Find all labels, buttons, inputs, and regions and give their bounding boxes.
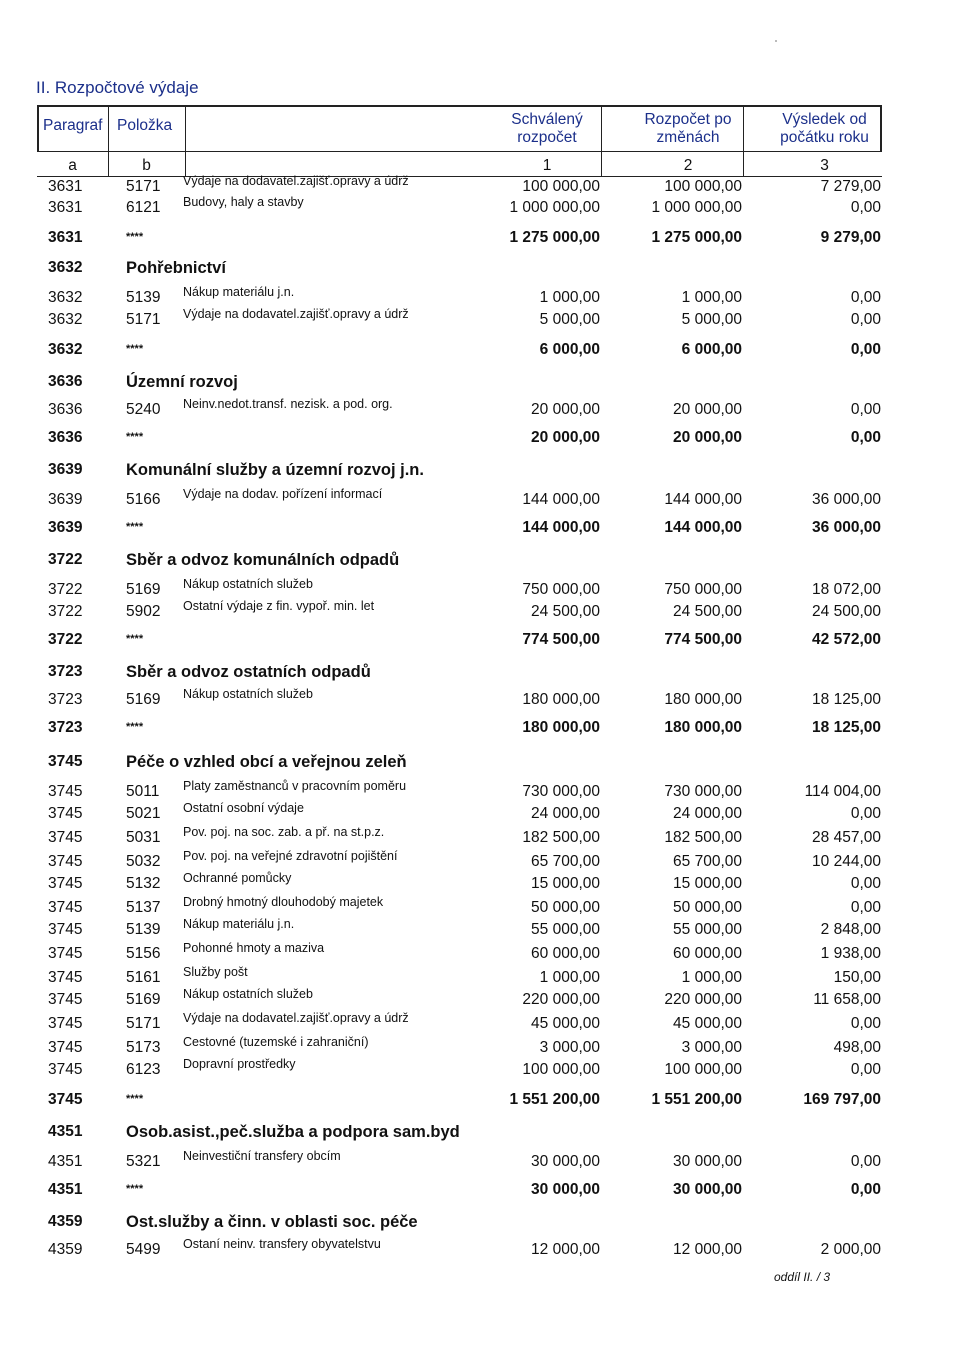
table-row [0,801,960,827]
description-cell: Výdaje na dodavatel.zajišť.opravy a údrž [183,1011,409,1025]
approved-budget-cell: 220 000,00 [522,991,600,1008]
section-title: Územní rozvoj [126,373,238,391]
polozka-cell: 5161 [126,969,161,986]
approved-budget-cell: 50 000,00 [531,899,600,916]
approved-budget-cell: 1 551 200,00 [509,1091,600,1108]
approved-budget-cell: 1 275 000,00 [509,229,600,246]
description-cell: Neinvestiční transfery obcím [183,1149,341,1163]
approved-budget-cell: 24 500,00 [531,603,600,620]
result-cell: 1 938,00 [820,945,881,962]
adjusted-budget-cell: 24 500,00 [673,603,742,620]
table-row [0,987,960,1013]
result-cell: 0,00 [850,1181,881,1198]
header-polozka: Položka [117,117,173,134]
approved-budget-cell: 144 000,00 [522,519,600,536]
polozka-cell: 5499 [126,1241,161,1258]
description-cell: Služby pošt [183,965,248,979]
header-separator [743,105,744,177]
polozka-cell: 5032 [126,853,161,870]
adjusted-budget-cell: 45 000,00 [673,1015,742,1032]
approved-budget-cell: 20 000,00 [531,429,600,446]
polozka-cell: **** [126,231,144,243]
description-cell: Pov. poj. na veřejné zdravotní pojištění [183,849,398,863]
adjusted-budget-cell: 5 000,00 [681,311,742,328]
polozka-cell: **** [126,1183,144,1195]
adjusted-budget-cell: 144 000,00 [664,491,742,508]
result-cell: 0,00 [850,1015,881,1032]
paragraf-cell: 3745 [48,1039,83,1056]
table-row [0,397,960,423]
adjusted-budget-cell: 1 000,00 [681,289,742,306]
approved-budget-cell: 1 000,00 [539,969,600,986]
subtotal-row [0,631,960,653]
paragraf-cell: 3745 [48,783,83,800]
adjusted-budget-cell: 1 000,00 [681,969,742,986]
adjusted-budget-cell: 15 000,00 [673,875,742,892]
result-cell: 0,00 [850,1153,881,1170]
description-cell: Výdaje na dodav. pořízení informací [183,487,383,501]
paragraf-cell: 3745 [48,805,83,822]
adjusted-budget-cell: 730 000,00 [664,783,742,800]
paragraf-cell: 3745 [48,921,83,938]
paragraf-cell: 3745 [48,945,83,962]
adjusted-budget-cell: 65 700,00 [673,853,742,870]
approved-budget-cell: 774 500,00 [522,631,600,648]
result-cell: 0,00 [850,341,881,358]
header-num-2: 2 [683,157,693,174]
description-cell: Drobný hmotný dlouhodobý majetek [183,895,384,909]
paragraf-cell: 3745 [48,991,83,1008]
description-cell: Nákup ostatních služeb [183,687,313,701]
description-cell: Ostatní osobní výdaje [183,801,304,815]
result-cell: 0,00 [850,429,881,446]
description-cell: Nákup materiálu j.n. [183,917,295,931]
adjusted-budget-cell: 30 000,00 [673,1153,742,1170]
description-cell: Nákup ostatních služeb [183,987,313,1001]
polozka-cell: 5169 [126,991,161,1008]
polozka-cell: **** [126,431,144,443]
polozka-cell: 5169 [126,581,161,598]
header-separator [185,105,186,177]
result-cell: 0,00 [850,401,881,418]
description-cell: Výdaje na dodavatel.zajišť.opravy a údrž [183,307,409,321]
section-row [0,373,960,395]
paragraf-cell: 3745 [48,1091,83,1108]
header-paragraf: Paragraf [43,117,103,134]
approved-budget-cell: 1 000,00 [539,289,600,306]
polozka-cell: **** [126,633,144,645]
table-header [37,105,882,177]
page-footer: oddíl II. / 3 [774,1270,831,1284]
paragraf-cell: 3639 [48,519,83,536]
table-row [0,941,960,967]
result-cell: 114 004,00 [804,783,881,800]
adjusted-budget-cell: 144 000,00 [664,519,742,536]
paragraf-cell: 3722 [48,551,83,568]
result-cell: 169 797,00 [803,1091,881,1108]
paragraf-cell: 4351 [48,1123,83,1140]
adjusted-budget-cell: 100 000,00 [664,1061,742,1078]
polozka-cell: 5902 [126,603,161,620]
result-cell: 0,00 [850,805,881,822]
result-cell: 24 500,00 [812,603,881,620]
result-cell: 36 000,00 [812,519,881,536]
adjusted-budget-cell: 30 000,00 [673,1181,742,1198]
paragraf-cell: 3722 [48,631,83,648]
polozka-cell: 5171 [126,1015,161,1032]
paragraf-cell: 4359 [48,1213,83,1230]
result-cell: 0,00 [850,875,881,892]
polozka-cell: 6121 [126,199,161,216]
polozka-cell: **** [126,721,144,733]
result-cell: 0,00 [850,289,881,306]
polozka-cell: 5321 [126,1153,161,1170]
approved-budget-cell: 30 000,00 [531,1181,600,1198]
result-cell: 10 244,00 [812,853,881,870]
approved-budget-cell: 24 000,00 [531,805,600,822]
paragraf-cell: 3631 [48,199,83,216]
paragraf-cell: 3722 [48,581,83,598]
polozka-cell: **** [126,1093,144,1105]
paragraf-cell: 3745 [48,853,83,870]
result-cell: 36 000,00 [812,491,881,508]
result-cell: 150,00 [833,969,881,986]
section-row [0,1213,960,1235]
paragraf-cell: 3631 [48,229,83,246]
paragraf-cell: 3745 [48,753,83,770]
paragraf-cell: 3745 [48,969,83,986]
description-cell: Ostaní neinv. transfery obyvatelstvu [183,1237,381,1251]
paragraf-cell: 4351 [48,1153,83,1170]
adjusted-budget-cell: 1 000 000,00 [651,199,742,216]
paragraf-cell: 3632 [48,311,83,328]
result-cell: 7 279,00 [820,178,881,195]
polozka-cell: 5171 [126,178,161,195]
paragraf-cell: 3745 [48,1015,83,1032]
description-cell: Nákup ostatních služeb [183,577,313,591]
polozka-cell: 5031 [126,829,161,846]
corner-mark [775,40,777,42]
table-row [0,195,960,221]
table-row [0,1149,960,1175]
table-row [0,599,960,625]
table-row [0,1011,960,1037]
paragraf-cell: 3745 [48,829,83,846]
paragraf-cell: 3632 [48,259,83,276]
result-cell: 9 279,00 [820,229,881,246]
approved-budget-cell: 45 000,00 [531,1015,600,1032]
description-cell: Pov. poj. na soc. zab. a př. na st.p.z. [183,825,385,839]
paragraf-cell: 3745 [48,899,83,916]
description-cell: Nákup materiálu j.n. [183,285,295,299]
polozka-cell: 5240 [126,401,161,418]
section-row [0,663,960,685]
adjusted-budget-cell: 1 275 000,00 [651,229,742,246]
description-cell: Cestovné (tuzemské i zahraniční) [183,1035,369,1049]
header-letter-b: b [142,157,151,174]
approved-budget-cell: 182 500,00 [522,829,600,846]
section-title: Péče o vzhled obcí a veřejnou zeleň [126,753,407,771]
header-divider [37,151,882,152]
description-cell: Neinv.nedot.transf. nezisk. a pod. org. [183,397,393,411]
section-row [0,461,960,483]
approved-budget-cell: 6 000,00 [539,341,600,358]
paragraf-cell: 3723 [48,719,83,736]
subtotal-row [0,341,960,363]
description-cell: Budovy, haly a stavby [183,195,304,209]
paragraf-cell: 3631 [48,178,83,195]
approved-budget-cell: 3 000,00 [539,1039,600,1056]
paragraf-cell: 3639 [48,491,83,508]
subtotal-row [0,719,960,741]
approved-budget-cell: 15 000,00 [531,875,600,892]
approved-budget-cell: 5 000,00 [539,311,600,328]
approved-budget-cell: 20 000,00 [531,401,600,418]
approved-budget-cell: 144 000,00 [522,491,600,508]
header-col2: Rozpočet po změnách [644,111,732,146]
approved-budget-cell: 65 700,00 [531,853,600,870]
polozka-cell: 5173 [126,1039,161,1056]
adjusted-budget-cell: 750 000,00 [664,581,742,598]
subtotal-row [0,429,960,451]
table-row [0,487,960,513]
polozka-cell: 5156 [126,945,161,962]
paragraf-cell: 3636 [48,429,83,446]
header-letter-a: a [68,157,77,174]
polozka-cell: **** [126,343,144,355]
description-cell: Výdaje na dodavatel.zajišť.opravy a údrž [183,174,409,188]
approved-budget-cell: 100 000,00 [522,1061,600,1078]
result-cell: 11 658,00 [813,991,881,1008]
section-row [0,259,960,281]
paragraf-cell: 3722 [48,603,83,620]
table-row [0,871,960,897]
table-row [0,917,960,943]
subtotal-row [0,229,960,251]
table-row [0,1237,960,1263]
polozka-cell: 5137 [126,899,161,916]
section-title: Osob.asist.,peč.služba a podpora sam.byd [126,1123,460,1141]
polozka-cell: 5169 [126,691,161,708]
adjusted-budget-cell: 60 000,00 [673,945,742,962]
adjusted-budget-cell: 20 000,00 [673,429,742,446]
table-row [0,307,960,333]
result-cell: 18 072,00 [812,581,881,598]
header-num-1: 1 [542,157,552,174]
adjusted-budget-cell: 24 000,00 [673,805,742,822]
adjusted-budget-cell: 100 000,00 [664,178,742,195]
approved-budget-cell: 100 000,00 [522,178,600,195]
adjusted-budget-cell: 220 000,00 [664,991,742,1008]
table-row [0,1057,960,1083]
result-cell: 498,00 [833,1039,881,1056]
paragraf-cell: 3636 [48,401,83,418]
header-num-3: 3 [820,157,829,174]
polozka-cell: **** [126,521,144,533]
header-col3: Výsledek od počátku roku [780,111,869,146]
adjusted-budget-cell: 180 000,00 [664,691,742,708]
section-title: Ost.služby a činn. v oblasti soc. péče [126,1213,418,1231]
approved-budget-cell: 730 000,00 [522,783,600,800]
approved-budget-cell: 60 000,00 [531,945,600,962]
table-row [0,687,960,713]
result-cell: 2 000,00 [820,1241,881,1258]
paragraf-cell: 3723 [48,663,83,680]
approved-budget-cell: 180 000,00 [522,691,600,708]
adjusted-budget-cell: 182 500,00 [664,829,742,846]
result-cell: 0,00 [850,199,881,216]
adjusted-budget-cell: 12 000,00 [673,1241,742,1258]
polozka-cell: 5011 [126,783,160,800]
polozka-cell: 5166 [126,491,161,508]
section-title: Komunální služby a územní rozvoj j.n. [126,461,424,479]
result-cell: 42 572,00 [812,631,881,648]
page-title: II. Rozpočtové výdaje [36,78,199,97]
polozka-cell: 5021 [126,805,161,822]
subtotal-row [0,519,960,541]
paragraf-cell: 3632 [48,341,83,358]
result-cell: 18 125,00 [812,691,881,708]
adjusted-budget-cell: 20 000,00 [673,401,742,418]
description-cell: Platy zaměstnanců v pracovním poměru [183,779,407,793]
description-cell: Pohonné hmoty a maziva [183,941,325,955]
section-title: Pohřebnictví [126,259,226,277]
adjusted-budget-cell: 1 551 200,00 [651,1091,742,1108]
polozka-cell: 5139 [126,921,161,938]
description-cell: Ostatní výdaje z fin. vypoř. min. let [183,599,375,613]
polozka-cell: 6123 [126,1061,161,1078]
subtotal-row [0,1091,960,1113]
description-cell: Ochranné pomůcky [183,871,292,885]
result-cell: 18 125,00 [812,719,881,736]
approved-budget-cell: 750 000,00 [522,581,600,598]
paragraf-cell: 3723 [48,691,83,708]
paragraf-cell: 3632 [48,289,83,306]
approved-budget-cell: 30 000,00 [531,1153,600,1170]
adjusted-budget-cell: 55 000,00 [673,921,742,938]
section-title: Sběr a odvoz komunálních odpadů [126,551,400,569]
subtotal-row [0,1181,960,1203]
polozka-cell: 5132 [126,875,161,892]
paragraf-cell: 3639 [48,461,83,478]
description-cell: Dopravní prostředky [183,1057,296,1071]
paragraf-cell: 3745 [48,875,83,892]
section-row [0,551,960,573]
section-row [0,1123,960,1145]
paragraf-cell: 4359 [48,1241,83,1258]
approved-budget-cell: 1 000 000,00 [509,199,600,216]
result-cell: 28 457,00 [812,829,881,846]
result-cell: 0,00 [850,899,881,916]
adjusted-budget-cell: 774 500,00 [664,631,742,648]
paragraf-cell: 3745 [48,1061,83,1078]
adjusted-budget-cell: 6 000,00 [681,341,742,358]
approved-budget-cell: 55 000,00 [531,921,600,938]
table-row [0,825,960,851]
approved-budget-cell: 180 000,00 [522,719,600,736]
paragraf-cell: 4351 [48,1181,83,1198]
adjusted-budget-cell: 180 000,00 [664,719,742,736]
result-cell: 2 848,00 [820,921,881,938]
section-row [0,753,960,775]
paragraf-cell: 3636 [48,373,83,390]
polozka-cell: 5171 [126,311,161,328]
adjusted-budget-cell: 3 000,00 [681,1039,742,1056]
section-title: Sběr a odvoz ostatních odpadů [126,663,371,681]
adjusted-budget-cell: 50 000,00 [673,899,742,916]
header-col1: Schválený rozpočet [511,111,583,146]
polozka-cell: 5139 [126,289,161,306]
result-cell: 0,00 [850,1061,881,1078]
result-cell: 0,00 [850,311,881,328]
approved-budget-cell: 12 000,00 [531,1241,600,1258]
